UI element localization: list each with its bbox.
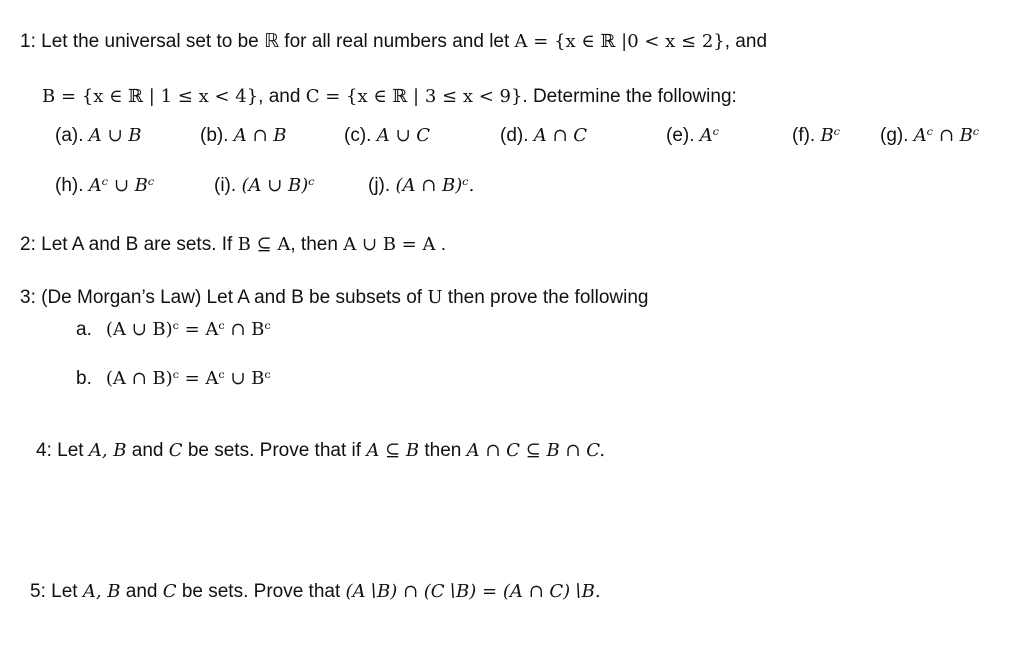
problem-3-text: 3: (De Morgan’s Law) Let A and B be subsets of: [20, 287, 428, 308]
problem-2-condition: B ⊆ A: [237, 234, 291, 255]
problem-4-set-c: C: [168, 440, 183, 461]
problem-1-line-1: [20, 30, 767, 54]
part-expression: Aᶜ ∪ Bᶜ: [88, 175, 155, 196]
problem-4: [36, 439, 605, 463]
part-label: (c).: [344, 125, 372, 146]
part-expression: Aᶜ: [699, 125, 720, 146]
set-b-definition: B = {x ∈ ℝ | 1 ≤ x < 4}: [42, 86, 259, 107]
part-expression: Aᶜ ∩ Bᶜ: [913, 125, 980, 146]
part-i: [214, 174, 315, 198]
part-h: [55, 174, 154, 198]
part-expression: Bᶜ: [820, 125, 841, 146]
item-label: b.: [76, 368, 92, 389]
problem-1-intro: 1: Let the universal set to be ℝ for all real numbers and let: [20, 31, 515, 52]
problem-4-conclusion: A ∩ C ⊆ B ∩ C.: [466, 440, 606, 461]
problem-1-and: , and: [724, 31, 768, 52]
part-label: (e).: [666, 125, 695, 146]
part-label: (i).: [214, 175, 237, 196]
problem-1-line-2: [42, 85, 737, 109]
part-d: [500, 124, 587, 148]
part-j: [368, 174, 474, 198]
part-label: (a).: [55, 125, 84, 146]
problem-5-start: 5: Let: [30, 581, 83, 602]
problem-4-and: and: [126, 440, 169, 461]
part-label: (h).: [55, 175, 84, 196]
problem-4-then: then: [419, 440, 467, 461]
part-expression: A ∪ C: [376, 125, 431, 146]
set-c-definition: C = {x ∈ ℝ | 3 ≤ x < 9}: [305, 86, 523, 107]
part-c: [344, 124, 430, 148]
problem-3-end: then prove the following: [442, 287, 649, 308]
part-label: (f).: [792, 125, 816, 146]
problem-4-condition: A ⊆ B: [366, 440, 420, 461]
problem-4-mid: be sets. Prove that if: [182, 440, 367, 461]
problem-2-conclusion: A ∪ B = A: [343, 234, 436, 255]
problem-4-start: 4: Let: [36, 440, 89, 461]
problem-5-set-c: C: [162, 581, 177, 602]
part-label: (b).: [200, 125, 229, 146]
problem-5-sets: A, B: [82, 581, 121, 602]
item-expression: (A ∩ B)ᶜ = Aᶜ ∪ Bᶜ: [105, 368, 271, 389]
problem-1-and-2: , and: [258, 86, 306, 107]
part-expression: (A ∩ B)ᶜ.: [395, 175, 475, 196]
universal-set-u: U: [427, 287, 443, 308]
part-label: (g).: [880, 125, 909, 146]
item-expression: (A ∪ B)ᶜ = Aᶜ ∩ Bᶜ: [105, 319, 271, 340]
problem-4-sets: A, B: [88, 440, 127, 461]
part-expression: A ∩ B: [233, 125, 287, 146]
problem-1-determine: . Determine the following:: [522, 86, 737, 107]
problem-2: [20, 233, 446, 257]
problem-5-expression: (A∖B) ∩ (C∖B) = (A ∩ C)∖B.: [345, 581, 601, 602]
problem-2-end: .: [435, 234, 447, 255]
part-expression: (A ∪ B)ᶜ: [241, 175, 315, 196]
problem-5: [30, 580, 601, 604]
part-f: [792, 124, 840, 148]
part-e: [666, 124, 719, 148]
problem-5-and: and: [120, 581, 163, 602]
part-b: [200, 124, 287, 148]
problem-3: [20, 286, 648, 310]
problem-3-item-a: [76, 318, 271, 342]
problem-2-then: , then: [290, 234, 344, 255]
set-a-definition: A = {x ∈ ℝ |0 < x ≤ 2}: [514, 31, 725, 52]
problem-5-mid: be sets. Prove that: [176, 581, 346, 602]
problem-2-text: 2: Let A and B are sets. If: [20, 234, 238, 255]
item-label: a.: [76, 319, 92, 340]
problem-3-item-b: [76, 367, 271, 391]
part-expression: A ∩ C: [533, 125, 588, 146]
part-label: (j).: [368, 175, 391, 196]
part-a: [55, 124, 142, 148]
part-label: (d).: [500, 125, 529, 146]
part-expression: A ∪ B: [88, 125, 142, 146]
part-g: [880, 124, 979, 148]
